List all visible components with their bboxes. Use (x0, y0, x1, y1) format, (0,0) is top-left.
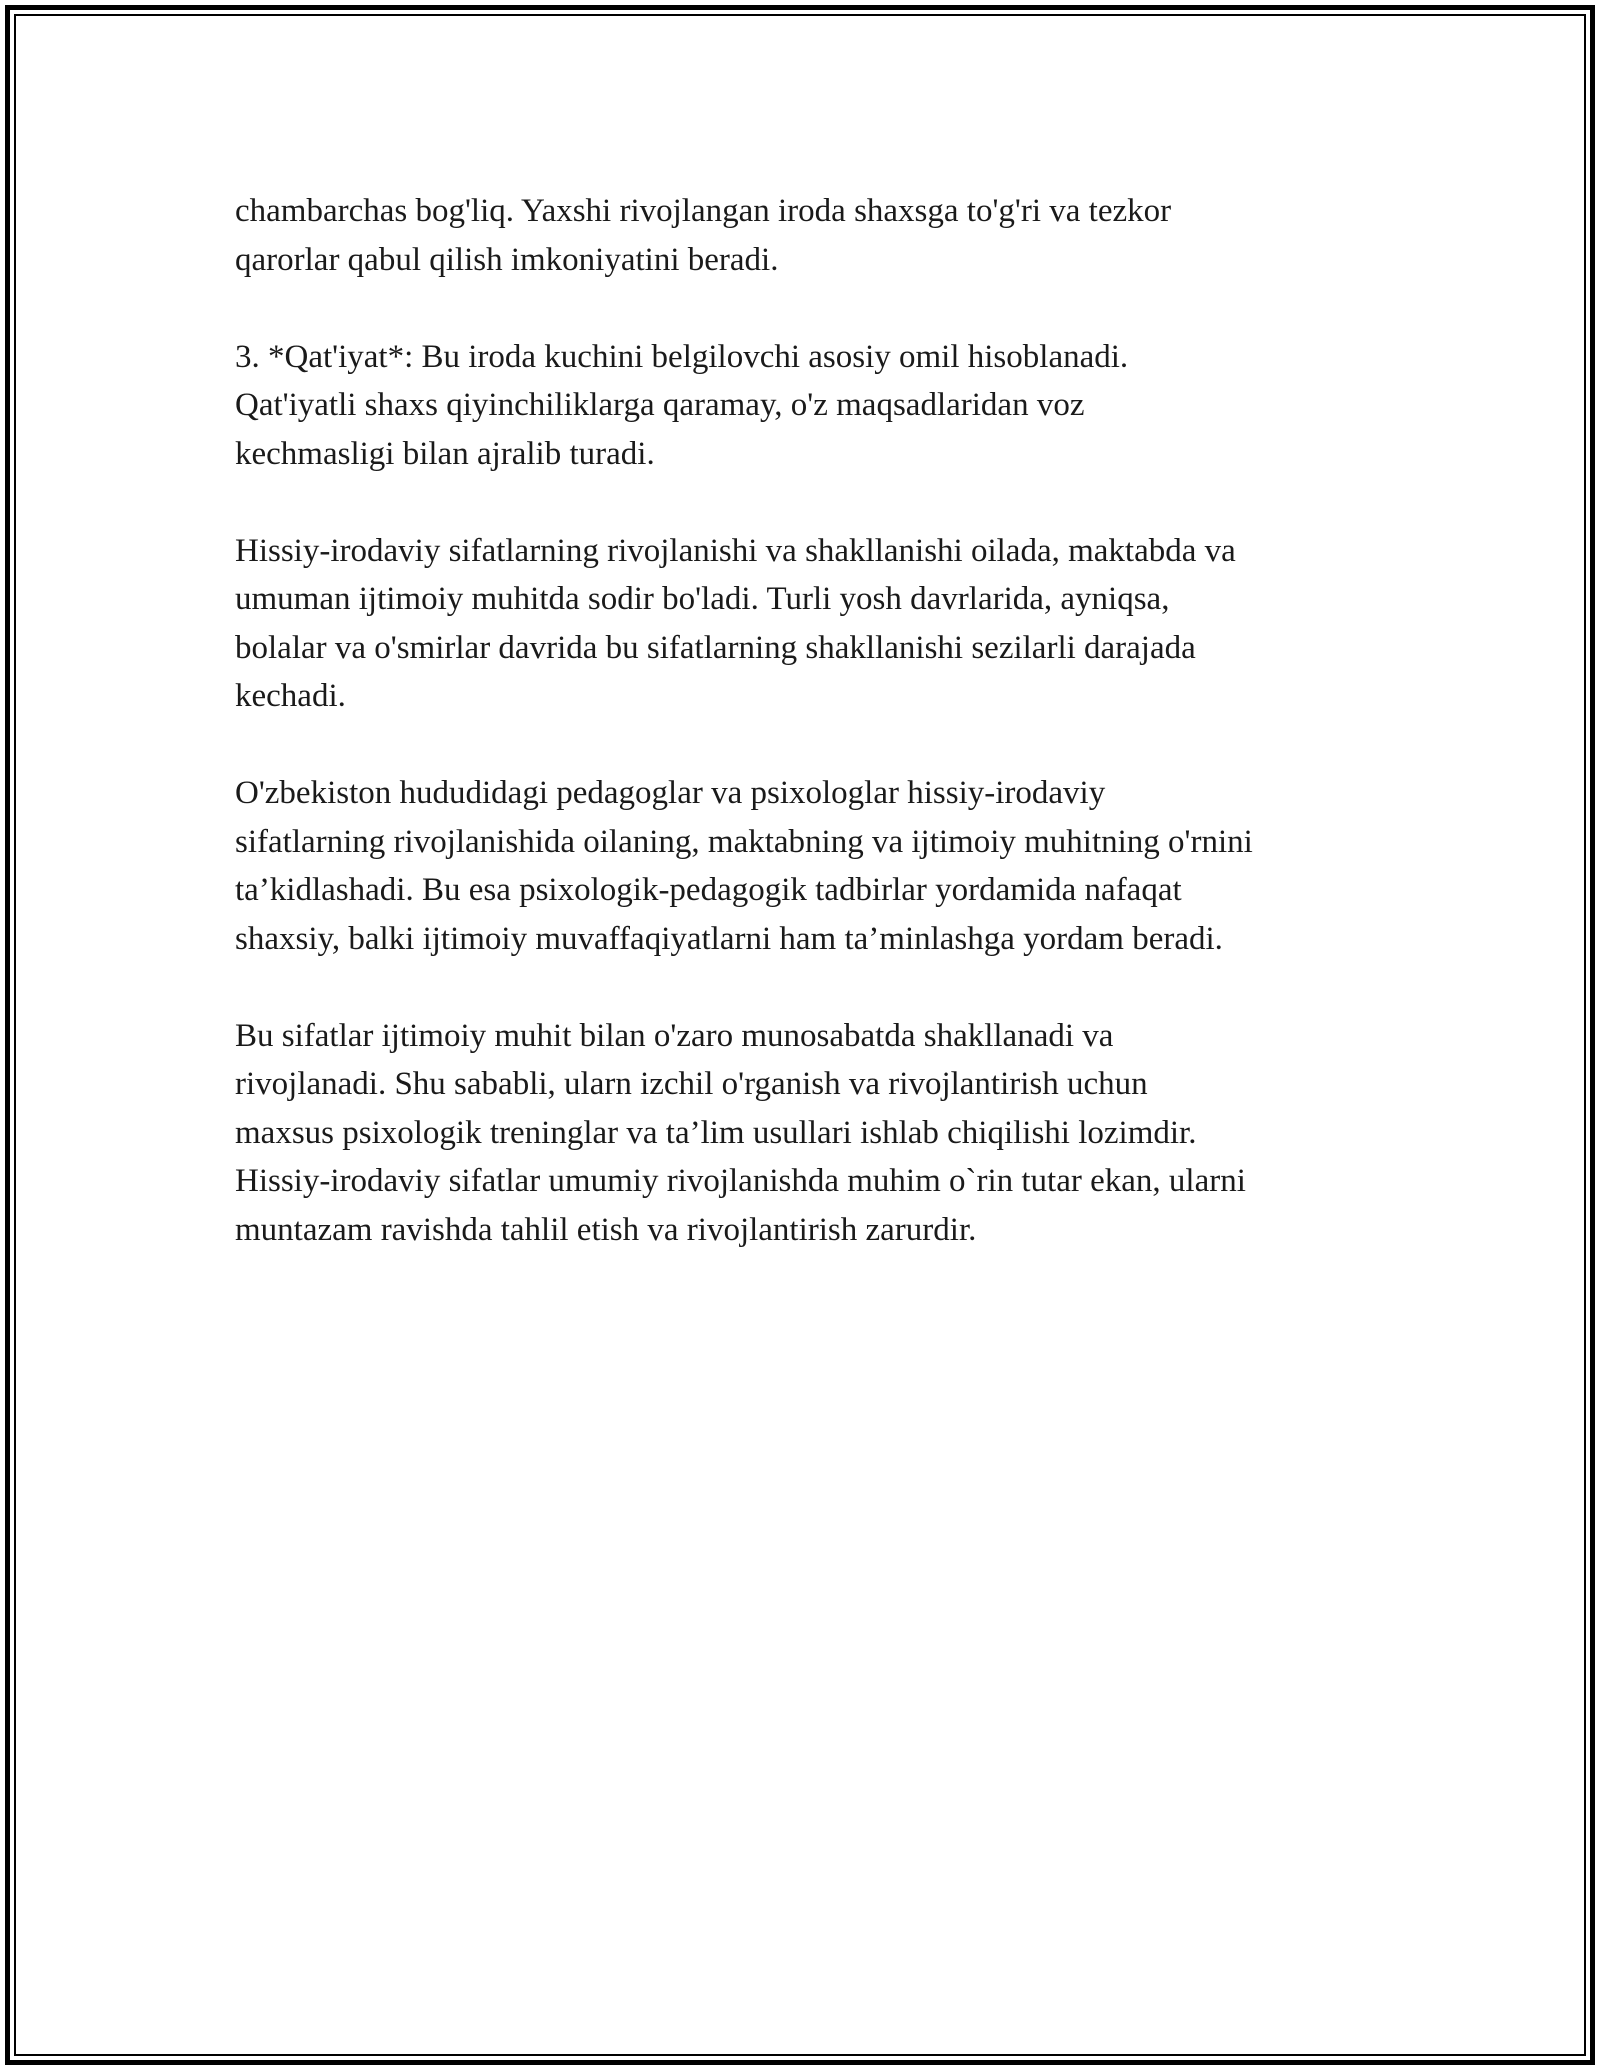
text-line: rivojlanadi. Shu sababli, ularn izchil o'rganish va rivojlantirish uchun (235, 1066, 1148, 1102)
text-line: kechmasligi bilan ajralib turadi. (235, 435, 655, 472)
text-line: maxsus psixologik treninglar va ta’lim usullari ishlab chiqilishi lozimdir. (235, 1114, 1197, 1151)
text-line: O'zbekiston hududidagi pedagoglar va psixologlar hissiy-irodaviy (235, 775, 1106, 811)
text-line: Qat'iyatli shaxs qiyinchiliklarga qaramay, o'z maqsadlaridan voz (235, 387, 1085, 423)
text-line: shaxsiy, balki ijtimoiy muvaffaqiyatlarni ham ta’minlashga yordam beradi. (235, 920, 1223, 957)
text-line: muntazam ravishda tahlil etish va rivojlantirish zarurdir. (235, 1211, 977, 1248)
text-line: bolalar va o'smirlar davrida bu sifatlarning shakllanishi sezilarli darajada (235, 629, 1196, 666)
text-line: Hissiy-irodaviy sifatlarning rivojlanishi va shakllanishi oilada, maktabda va (235, 532, 1236, 569)
text-line: ta’kidlashadi. Bu esa psixologik-pedagogik tadbirlar yordamida nafaqat (235, 872, 1182, 908)
text-line: umuman ijtimoiy muhitda sodir bo'ladi. Turli yosh davrlarida, ayniqsa, (235, 581, 1170, 617)
paragraph-1 (235, 187, 1385, 284)
paragraph-4 (235, 769, 1385, 963)
text-line: sifatlarning rivojlanishida oilaning, maktabning va ijtimoiy muhitning o'rnini (235, 823, 1253, 860)
document-body (235, 187, 1385, 1303)
text-line: Hissiy-irodaviy sifatlar umumiy rivojlanishda muhim o`rin tutar ekan, ularni (235, 1163, 1246, 1199)
paragraph-2 (235, 333, 1385, 479)
text-line: chambarchas bog'liq. Yaxshi rivojlangan iroda shaxsga to'g'ri va tezkor (235, 193, 1172, 229)
text-line: Bu sifatlar ijtimoiy muhit bilan o'zaro munosabatda shakllanadi va (235, 1017, 1114, 1054)
paragraph-5 (235, 1012, 1385, 1255)
paragraph-3 (235, 527, 1385, 721)
text-line: qarorlar qabul qilish imkoniyatini beradi. (235, 241, 779, 278)
text-line: kechadi. (235, 678, 346, 714)
text-line: 3. *Qat'iyat*: Bu iroda kuchini belgilovchi asosiy omil hisoblanadi. (235, 338, 1129, 375)
